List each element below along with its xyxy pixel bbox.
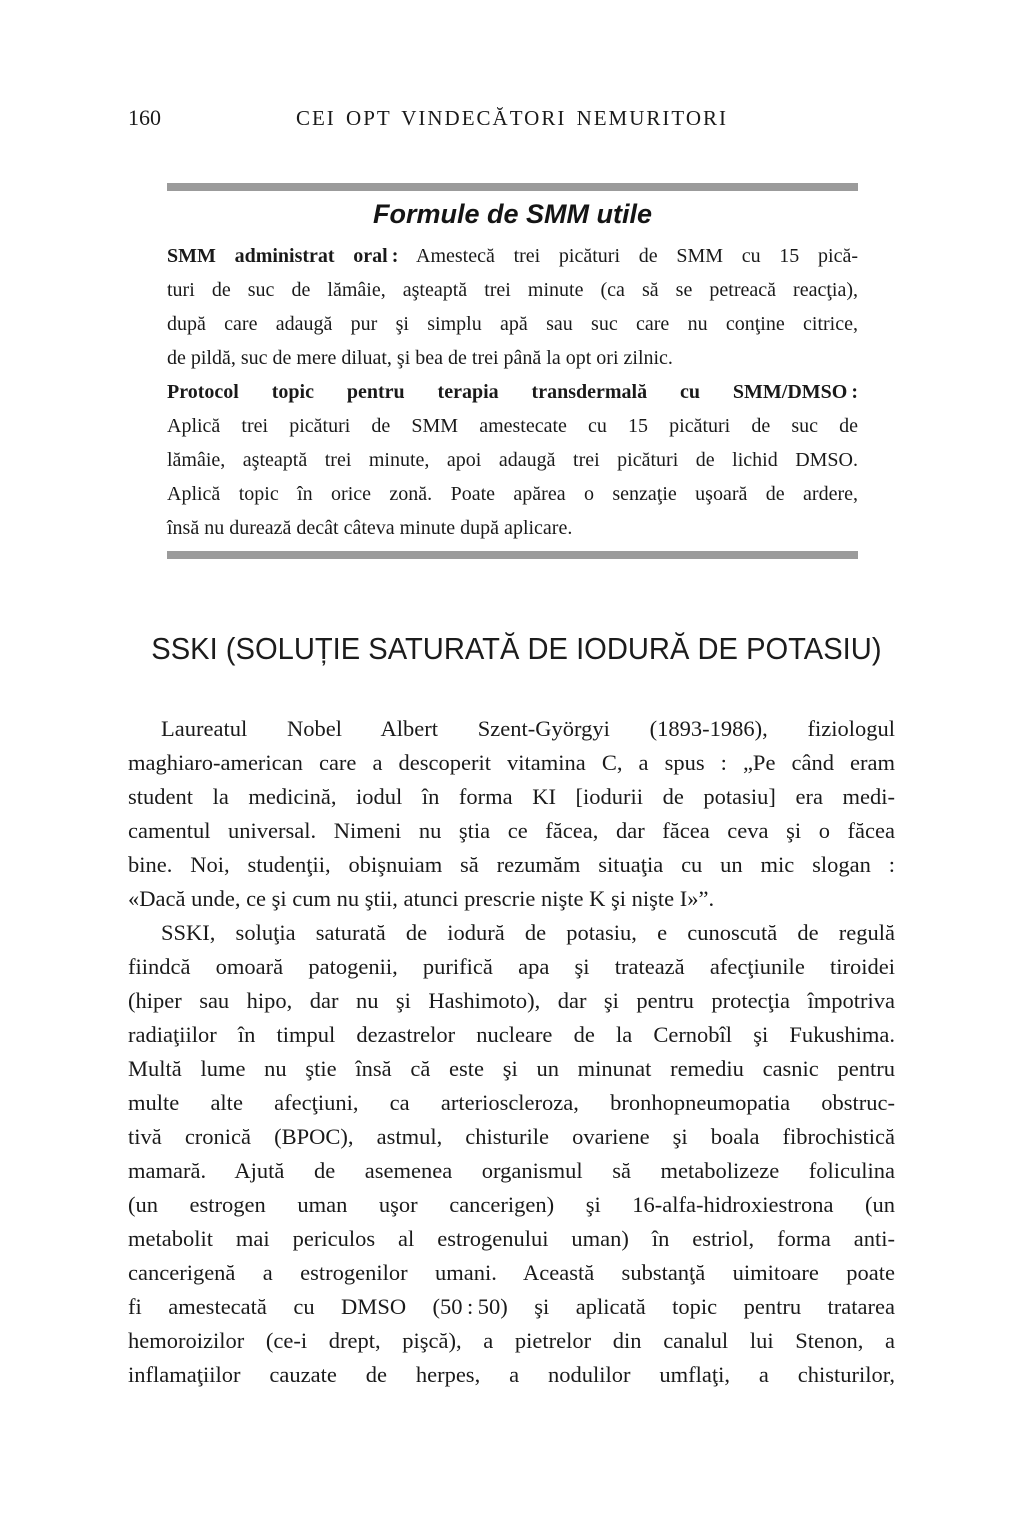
body-text	[128, 712, 895, 1392]
section-heading-text: SSKI (SOLUȚIE SATURATĂ DE IODURĂ DE POTASIU)	[151, 631, 882, 666]
page-header	[0, 104, 1024, 136]
box-rule-top	[167, 183, 858, 191]
paragraph-smm-oral: SMM administrat oral : Amestecă trei picături de SMM cu 15 pică- turi de suc de lămâie, aşteaptă trei minute (ca să se petreacă reacţia), după care adaugă pur şi simplu apă sau suc care nu conţine citrice, de pildă, suc de mere diluat, şi bea de trei până la opt ori zilnic.	[167, 245, 858, 369]
paragraph-szent-gyorgyi: Laureatul Nobel Albert Szent-Györgyi (1893-1986), fiziologul maghiaro-american care a descoperit vitamina C, a spus : „Pe când eram student la medicină, iodul în forma KI [iodurii de potasiu] era medi- camentul universal. Nimeni nu ştia ce făcea, dar făcea ceva şi o făcea bine. Noi, studenţii, obişnuiam să rezumăm situaţia cu un mic slogan : «Dacă unde, ce şi cum nu ştii, atunci prescrie nişte K şi nişte I»”.	[128, 716, 895, 911]
box-text	[167, 239, 858, 545]
box-title: Formule de SMM utile	[372, 199, 653, 229]
section-heading	[128, 630, 895, 668]
paragraph-smm-dmso: Protocol topic pentru terapia transdermală cu SMM/DMSO : Aplică trei picături de SMM amestecate cu 15 picături de suc de lămâie, aşteaptă trei minute, apoi adaugă trei picături de lichid DMSO. Aplică topic în orice zonă. Poate apărea o senzaţie uşoară de ardere, însă nu durează decât câteva minute după aplicare.	[167, 381, 858, 539]
running-head: CEI OPT VINDECĂTORI NEMURITORI	[295, 106, 729, 130]
box-rule-bottom	[167, 551, 858, 559]
smm-formulas-box	[167, 183, 858, 559]
page-number: 160	[128, 105, 161, 130]
sski-section	[128, 630, 895, 1392]
paragraph-sski-uses: SSKI, soluţia saturată de iodură de potasiu, e cunoscută de regulă fiindcă omoară patogenii, purifică apa şi tratează afecţiunile tiroidei (hiper sau hipo, dar nu şi Hashimoto), dar şi pentru protecţia împotriva radiaţiilor în timpul dezastrelor nucleare de la Cernobîl şi Fukushima. Multă lume nu ştie însă că este şi un minunat remediu casnic pentru multe alte afecţiuni, ca arterioscleroza, bronhopneumopatia obstruc- tivă cronică (BPOC), astmul, chisturile ovariene şi boala fibrochistică mamară. Ajută de asemenea organismul să metabolizeze foliculina (un estrogen uman uşor cancerigen) şi 16-alfa-hidroxiestrona (un metabolit mai periculos al estrogenului uman) în estriol, forma anti- cancerigenă a estrogenilor umani. Această substanţă uimitoare poate fi amestecată cu DMSO (50 : 50) şi aplicată topic pentru tratarea hemoroizilor (ce-i drept, pişcă), a pietrelor din canalul lui Stenon, a inflamaţiilor cauzate de herpes, a nodulilor umflaţi, a chisturilor,	[128, 920, 895, 1387]
